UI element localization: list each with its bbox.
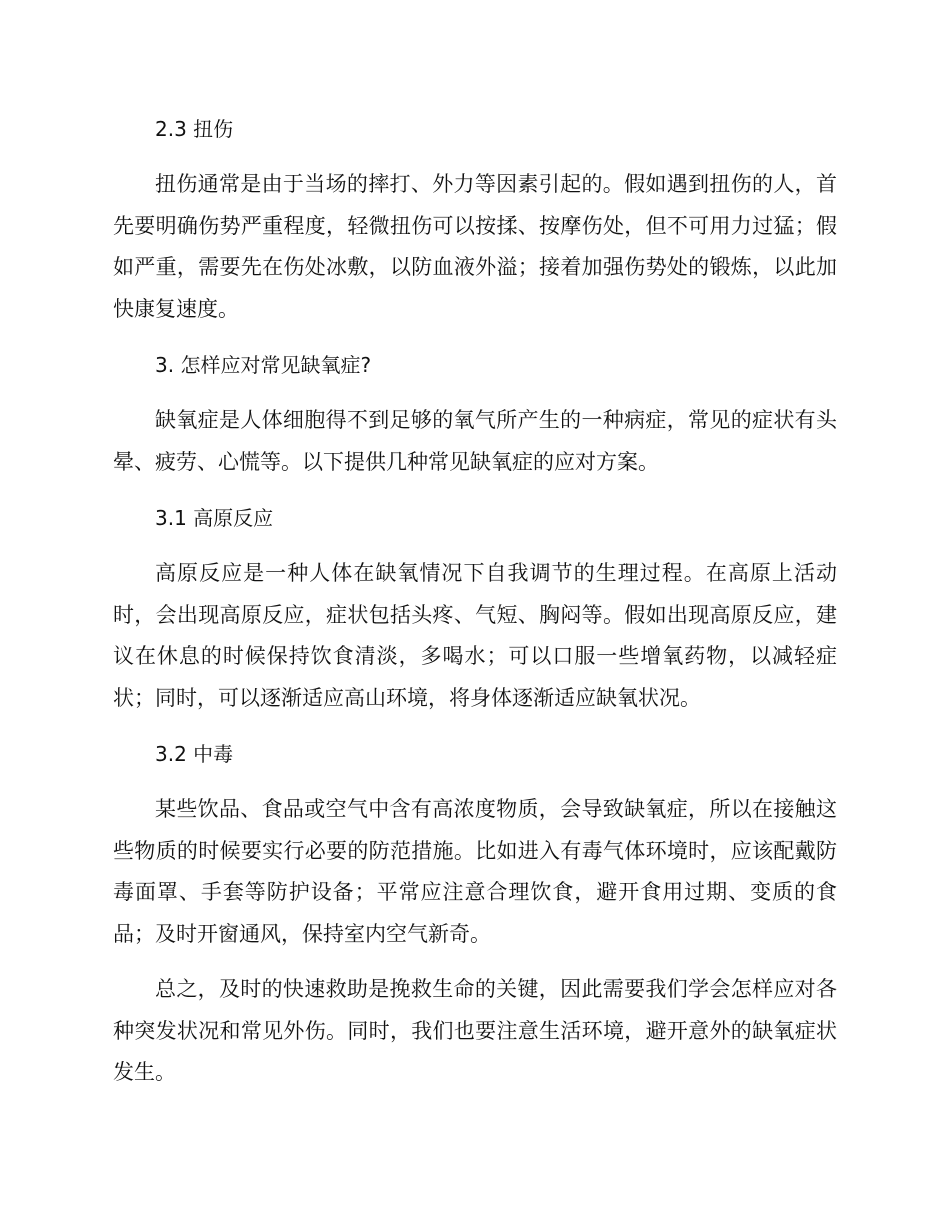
section-heading-3-1: 3.1 高原反应: [155, 506, 274, 530]
paragraph-sprain: 扭伤通常是由于当场的摔打、外力等因素引起的。假如遇到扭伤的人，首先要明确伤势严重程度，轻微扭伤可以按揉、按摩伤处，但不可用力过猛；假如严重，需要先在伤处冰敷，以防血液外溢；接着加强伤势处的锻炼，以此加快康复速度。: [113, 172, 837, 321]
paragraph-hypoxia: 缺氧症是人体细胞得不到足够的氧气所产生的一种病症，常见的症状有头晕、疲劳、心慌等。以下提供几种常见缺氧症的应对方案。: [113, 408, 837, 474]
paragraph-poisoning: 某些饮品、食品或空气中含有高浓度物质，会导致缺氧症，所以在接触这些物质的时候要实行必要的防范措施。比如进入有毒气体环境时，应该配戴防毒面罩、手套等防护设备；平常应注意合理饮食，避开食用过期、变质的食品；及时开窗通风，保持室内空气新奇。: [113, 797, 837, 946]
section-heading-3: 3. 怎样应对常见缺氧症?: [155, 353, 372, 377]
section-heading-2-3: 2.3 扭伤: [155, 117, 234, 141]
paragraph-altitude-sickness: 高原反应是一种人体在缺氧情况下自我调节的生理过程。在高原上活动时，会出现高原反应，症状包括头疼、气短、胸闷等。假如出现高原反应，建议在休息的时候保持饮食清淡，多喝水；可以口服一些增氧药物，以减轻症状；同时，可以逐渐适应高山环境，将身体逐渐适应缺氧状况。: [113, 561, 837, 710]
paragraph-summary: 总之，及时的快速救助是挽救生命的关键，因此需要我们学会怎样应对各种突发状况和常见外伤。同时，我们也要注意生活环境，避开意外的缺氧症状发生。: [113, 977, 837, 1084]
section-heading-3-2: 3.2 中毒: [155, 742, 234, 766]
